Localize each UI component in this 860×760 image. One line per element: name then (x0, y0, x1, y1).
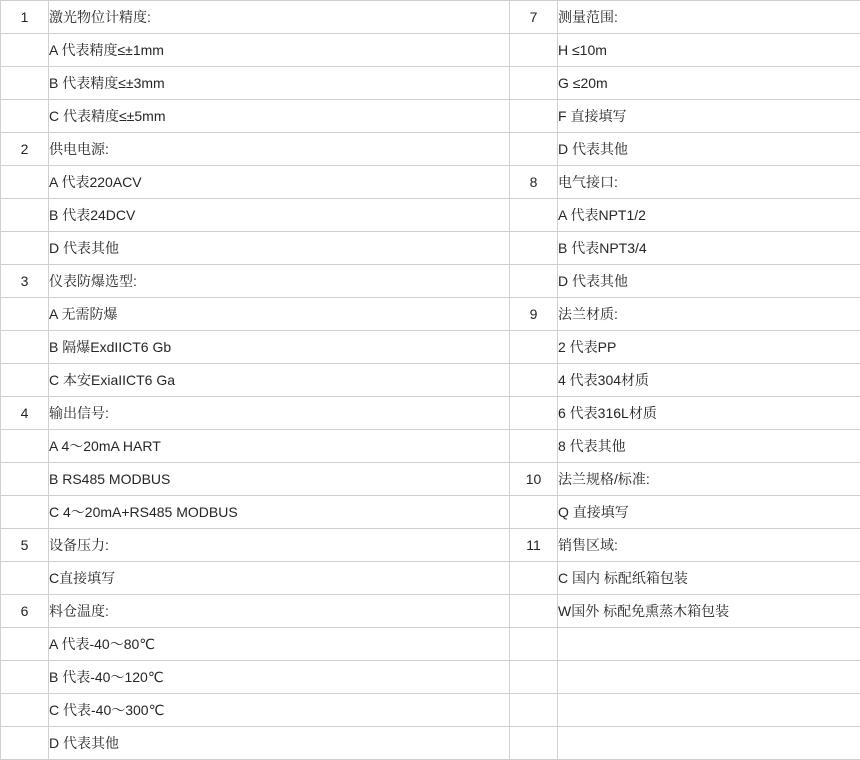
left-spec-text: D 代表其他 (49, 232, 510, 265)
right-spec-text: 8 代表其他 (558, 430, 860, 463)
left-item-number: 3 (1, 265, 49, 298)
left-item-number (1, 34, 49, 67)
right-item-number (510, 232, 558, 265)
right-spec-text: B 代表NPT3/4 (558, 232, 860, 265)
left-spec-text: B RS485 MODBUS (49, 463, 510, 496)
left-spec-text: B 代表-40～120℃ (49, 661, 510, 694)
left-item-number (1, 628, 49, 661)
right-spec-text (558, 628, 860, 661)
right-spec-text: 法兰材质: (558, 298, 860, 331)
right-spec-text: D 代表其他 (558, 265, 860, 298)
table-row (1, 397, 860, 430)
right-item-number (510, 331, 558, 364)
table-row (1, 34, 860, 67)
left-spec-text: 仪表防爆选型: (49, 265, 510, 298)
right-item-number: 9 (510, 298, 558, 331)
table-row (1, 628, 860, 661)
right-item-number (510, 562, 558, 595)
table-row (1, 133, 860, 166)
left-spec-text: C 代表-40～300℃ (49, 694, 510, 727)
right-item-number (510, 265, 558, 298)
right-spec-text (558, 661, 860, 694)
right-item-number (510, 694, 558, 727)
left-item-number (1, 199, 49, 232)
left-spec-text: A 代表-40～80℃ (49, 628, 510, 661)
left-item-number (1, 166, 49, 199)
left-spec-text: C直接填写 (49, 562, 510, 595)
right-item-number (510, 397, 558, 430)
right-item-number (510, 628, 558, 661)
left-item-number: 2 (1, 133, 49, 166)
right-spec-text: W国外 标配免熏蒸木箱包装 (558, 595, 860, 628)
right-spec-text: Q 直接填写 (558, 496, 860, 529)
table-row (1, 694, 860, 727)
right-spec-text: D 代表其他 (558, 133, 860, 166)
table-row (1, 430, 860, 463)
right-spec-text: 测量范围: (558, 1, 860, 34)
right-item-number: 11 (510, 529, 558, 562)
right-item-number (510, 34, 558, 67)
left-spec-text: A 代表精度≤±1mm (49, 34, 510, 67)
right-spec-text: H ≤10m (558, 34, 860, 67)
left-item-number (1, 496, 49, 529)
right-item-number (510, 595, 558, 628)
table-row (1, 529, 860, 562)
right-item-number (510, 199, 558, 232)
left-spec-text: 设备压力: (49, 529, 510, 562)
right-item-number (510, 430, 558, 463)
right-spec-text: 销售区域: (558, 529, 860, 562)
table-row (1, 298, 860, 331)
table-row (1, 595, 860, 628)
table-row (1, 496, 860, 529)
left-item-number: 5 (1, 529, 49, 562)
table-row (1, 562, 860, 595)
table-row (1, 463, 860, 496)
left-item-number: 6 (1, 595, 49, 628)
right-spec-text: G ≤20m (558, 67, 860, 100)
table-row (1, 199, 860, 232)
table-row (1, 1, 860, 34)
left-spec-text: B 代表24DCV (49, 199, 510, 232)
left-item-number (1, 67, 49, 100)
left-spec-text: D 代表其他 (49, 727, 510, 760)
right-item-number (510, 661, 558, 694)
right-item-number (510, 133, 558, 166)
right-spec-text: 2 代表PP (558, 331, 860, 364)
right-item-number: 7 (510, 1, 558, 34)
left-item-number: 4 (1, 397, 49, 430)
left-item-number (1, 331, 49, 364)
table-row (1, 661, 860, 694)
right-spec-text: 法兰规格/标准: (558, 463, 860, 496)
left-item-number (1, 463, 49, 496)
right-item-number: 8 (510, 166, 558, 199)
left-spec-text: B 隔爆ExdIICT6 Gb (49, 331, 510, 364)
left-spec-text: C 代表精度≤±5mm (49, 100, 510, 133)
left-spec-text: 供电电源: (49, 133, 510, 166)
left-item-number (1, 661, 49, 694)
left-spec-text: A 代表220ACV (49, 166, 510, 199)
left-spec-text: A 4～20mA HART (49, 430, 510, 463)
right-item-number (510, 100, 558, 133)
right-spec-text: 6 代表316L材质 (558, 397, 860, 430)
left-spec-text: 料仓温度: (49, 595, 510, 628)
right-item-number (510, 727, 558, 760)
left-item-number (1, 694, 49, 727)
left-item-number: 1 (1, 1, 49, 34)
right-item-number (510, 67, 558, 100)
left-spec-text: 输出信号: (49, 397, 510, 430)
left-item-number (1, 298, 49, 331)
left-item-number (1, 727, 49, 760)
right-item-number (510, 364, 558, 397)
right-spec-text: 电气接口: (558, 166, 860, 199)
left-item-number (1, 430, 49, 463)
left-spec-text: C 本安ExiaIICT6 Ga (49, 364, 510, 397)
right-item-number: 10 (510, 463, 558, 496)
right-spec-text: F 直接填写 (558, 100, 860, 133)
table-row (1, 727, 860, 760)
table-row (1, 100, 860, 133)
right-item-number (510, 496, 558, 529)
table-row (1, 232, 860, 265)
table-row (1, 67, 860, 100)
right-spec-text (558, 694, 860, 727)
left-item-number (1, 100, 49, 133)
right-spec-text: A 代表NPT1/2 (558, 199, 860, 232)
right-spec-text (558, 727, 860, 760)
left-spec-text: C 4～20mA+RS485 MODBUS (49, 496, 510, 529)
right-spec-text: 4 代表304材质 (558, 364, 860, 397)
left-item-number (1, 562, 49, 595)
left-item-number (1, 364, 49, 397)
left-spec-text: A 无需防爆 (49, 298, 510, 331)
left-item-number (1, 232, 49, 265)
table-row (1, 331, 860, 364)
table-row (1, 265, 860, 298)
table-row (1, 166, 860, 199)
right-spec-text: C 国内 标配纸箱包装 (558, 562, 860, 595)
left-spec-text: B 代表精度≤±3mm (49, 67, 510, 100)
left-spec-text: 激光物位计精度: (49, 1, 510, 34)
table-row (1, 364, 860, 397)
